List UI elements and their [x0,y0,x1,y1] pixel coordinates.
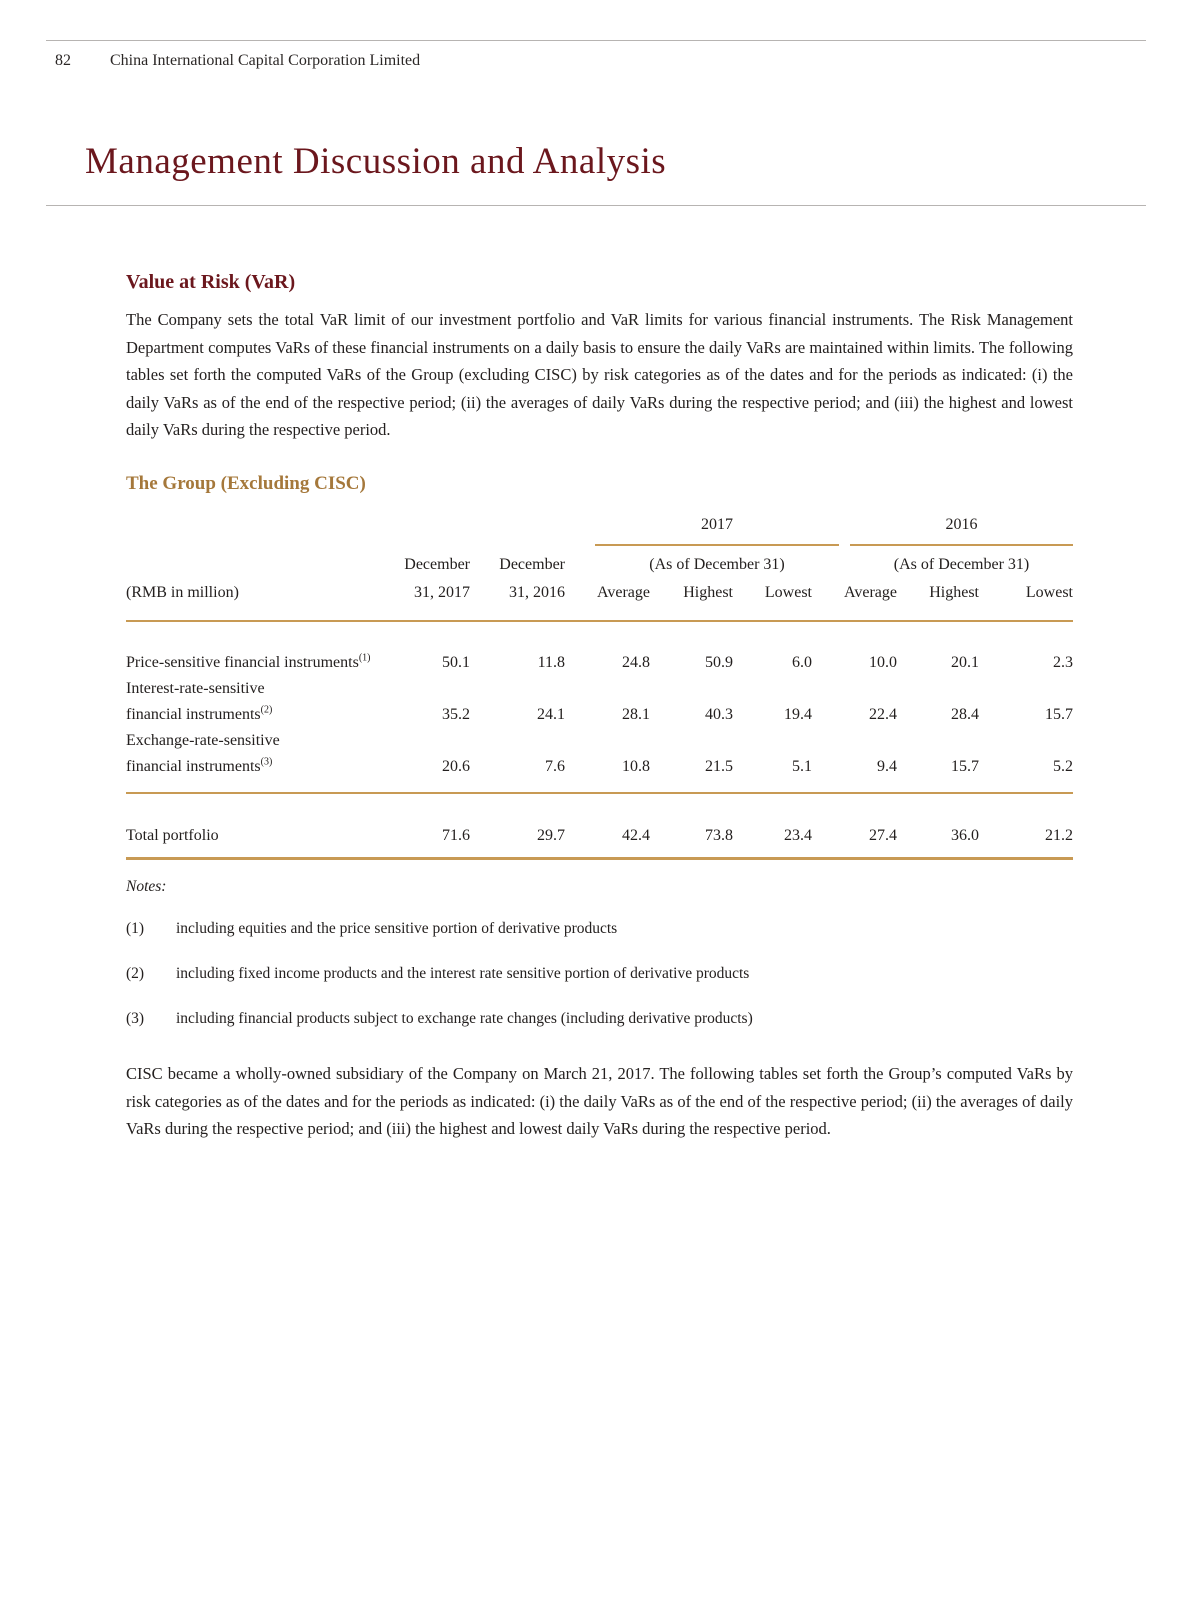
row-label: Interest-rate-sensitive [126,680,265,697]
cell-value: 22.4 [869,706,897,723]
column-header-highest-2017: Highest [650,578,733,621]
column-header-rmb: (RMB in million) [126,578,398,621]
cell-value: 24.8 [622,654,650,671]
cell-value: 6.0 [792,654,812,671]
closing-paragraph: CISC became a wholly-owned subsidiary of the Company on March 21, 2017. The following tables set forth the Group’s computed VaRs by risk categories as of the dates and for the periods as indicated: (i) the daily VaRs as of the end of the respective period; (ii) the averages of daily VaRs during the respective period; and (iii) the highest and lowest daily VaRs during the respective period. [126,1064,1073,1138]
column-header-december-2016: December [499,556,565,573]
note-item [126,964,1073,983]
table-spacer-row [126,793,1073,823]
table-row-interest-rate-label [126,676,1073,702]
table-row-exchange-rate-label [126,728,1073,754]
cell-value: 2.3 [1053,654,1073,671]
cell-value: 11.8 [537,654,565,671]
row-label: financial instruments$^{(2)}$ [126,704,273,723]
cell-value: 5.1 [733,754,812,793]
column-header-date-2016: 31, 2016 [470,578,565,621]
cell-value: 27.4 [812,823,897,859]
cell-value: 50.1 [442,654,470,671]
cell-value: 10.8 [565,754,650,793]
page-header [55,52,420,70]
column-header-asof-2016: (As of December 31) [893,556,1030,573]
column-header-lowest-2017: Lowest [733,578,812,621]
note-text: including financial products subject to exchange rate changes (including derivative products) [176,1010,753,1027]
column-header-date-2017: 31, 2017 [398,578,470,621]
cell-value: 35.2 [442,706,470,723]
column-header-highest-2016: Highest [897,578,979,621]
cell-value: 7.6 [470,754,565,793]
cell-value: 15.7 [897,754,979,793]
cell-value: 23.4 [733,823,812,859]
table-row-exchange-rate-values [126,754,1073,793]
note-text: including equities and the price sensitive portion of derivative products [176,920,618,937]
cell-value: 73.8 [650,823,733,859]
var-table [126,512,1073,860]
table-row-subheader [126,546,1073,578]
table-row-total-portfolio [126,823,1073,859]
intro-paragraph: The Company sets the total VaR limit of our investment portfolio and VaR limits for various financial instruments. The Risk Management Department computes VaRs of these financial instruments on a daily basis to ensure the daily VaRs are maintained within limits. The following tables set forth the computed VaRs of the Group (excluding CISC) by risk categories as of the dates and for the periods as indicated: (i) the daily VaRs as of the end of the respective period; (ii) the averages of daily VaRs during the respective period; and (iii) the highest and lowest daily VaRs during the respective period. [126,310,1073,439]
footnote-marker: (3) [260,756,273,768]
cell-value: 28.1 [622,706,650,723]
table-row-interest-rate-values [126,702,1073,728]
column-header-lowest-2016: Lowest [979,578,1073,621]
cell-value: 20.1 [951,654,979,671]
cell-value: 10.0 [869,654,897,671]
cell-value: 21.2 [979,823,1073,859]
cell-value: 42.4 [565,823,650,859]
column-header-average-2016: Average [812,578,897,621]
title-rule [46,205,1146,206]
column-header-asof-2017: (As of December 31) [649,556,785,573]
column-group-2016: 2016 [812,512,1073,546]
cell-value: 28.4 [951,706,979,723]
cell-value: 15.7 [1045,706,1073,723]
column-group-2017: 2017 [565,512,812,546]
note-number: (3) [126,1010,145,1027]
page-title: Management Discussion and Analysis [85,141,667,182]
company-name: China International Capital Corporation Limited [110,52,421,69]
table-heading-group-excluding-cisc: The Group (Excluding CISC) [126,473,366,494]
note-number: (2) [126,965,145,982]
table-row-column-headers [126,578,1073,621]
cell-value: 24.1 [537,706,565,723]
cell-value: 29.7 [470,823,565,859]
section-heading-var: Value at Risk (VaR) [126,271,296,293]
note-text: including fixed income products and the interest rate sensitive portion of derivative products [176,965,750,982]
note-number: (1) [126,920,145,937]
cell-value: 71.6 [398,823,470,859]
note-item [126,919,1073,938]
row-label: financial instruments$^{(3)}$ [126,754,398,793]
cell-value: 5.2 [979,754,1073,793]
cell-value: 9.4 [812,754,897,793]
cell-value: 36.0 [897,823,979,859]
note-item [126,1009,1073,1028]
cell-value: 21.5 [650,754,733,793]
row-label: Total portfolio [126,823,398,859]
footnote-marker: (2) [260,704,273,716]
table-row-year-groups [126,512,1073,546]
footnote-marker: (1) [358,652,371,664]
notes-heading: Notes: [126,878,167,895]
notes-section [126,878,1073,1054]
cell-value: 40.3 [705,706,733,723]
table-row-price-sensitive [126,621,1073,676]
column-header-average-2017: Average [565,578,650,621]
row-label: Price-sensitive financial instruments$^{(1)}$ [126,652,371,671]
column-header-december-2017: December [404,556,470,573]
header-rule [46,40,1146,41]
cell-value: 50.9 [705,654,733,671]
page-number: 82 [55,52,71,69]
row-label: Exchange-rate-sensitive [126,732,280,749]
cell-value: 19.4 [784,706,812,723]
cell-value: 20.6 [398,754,470,793]
